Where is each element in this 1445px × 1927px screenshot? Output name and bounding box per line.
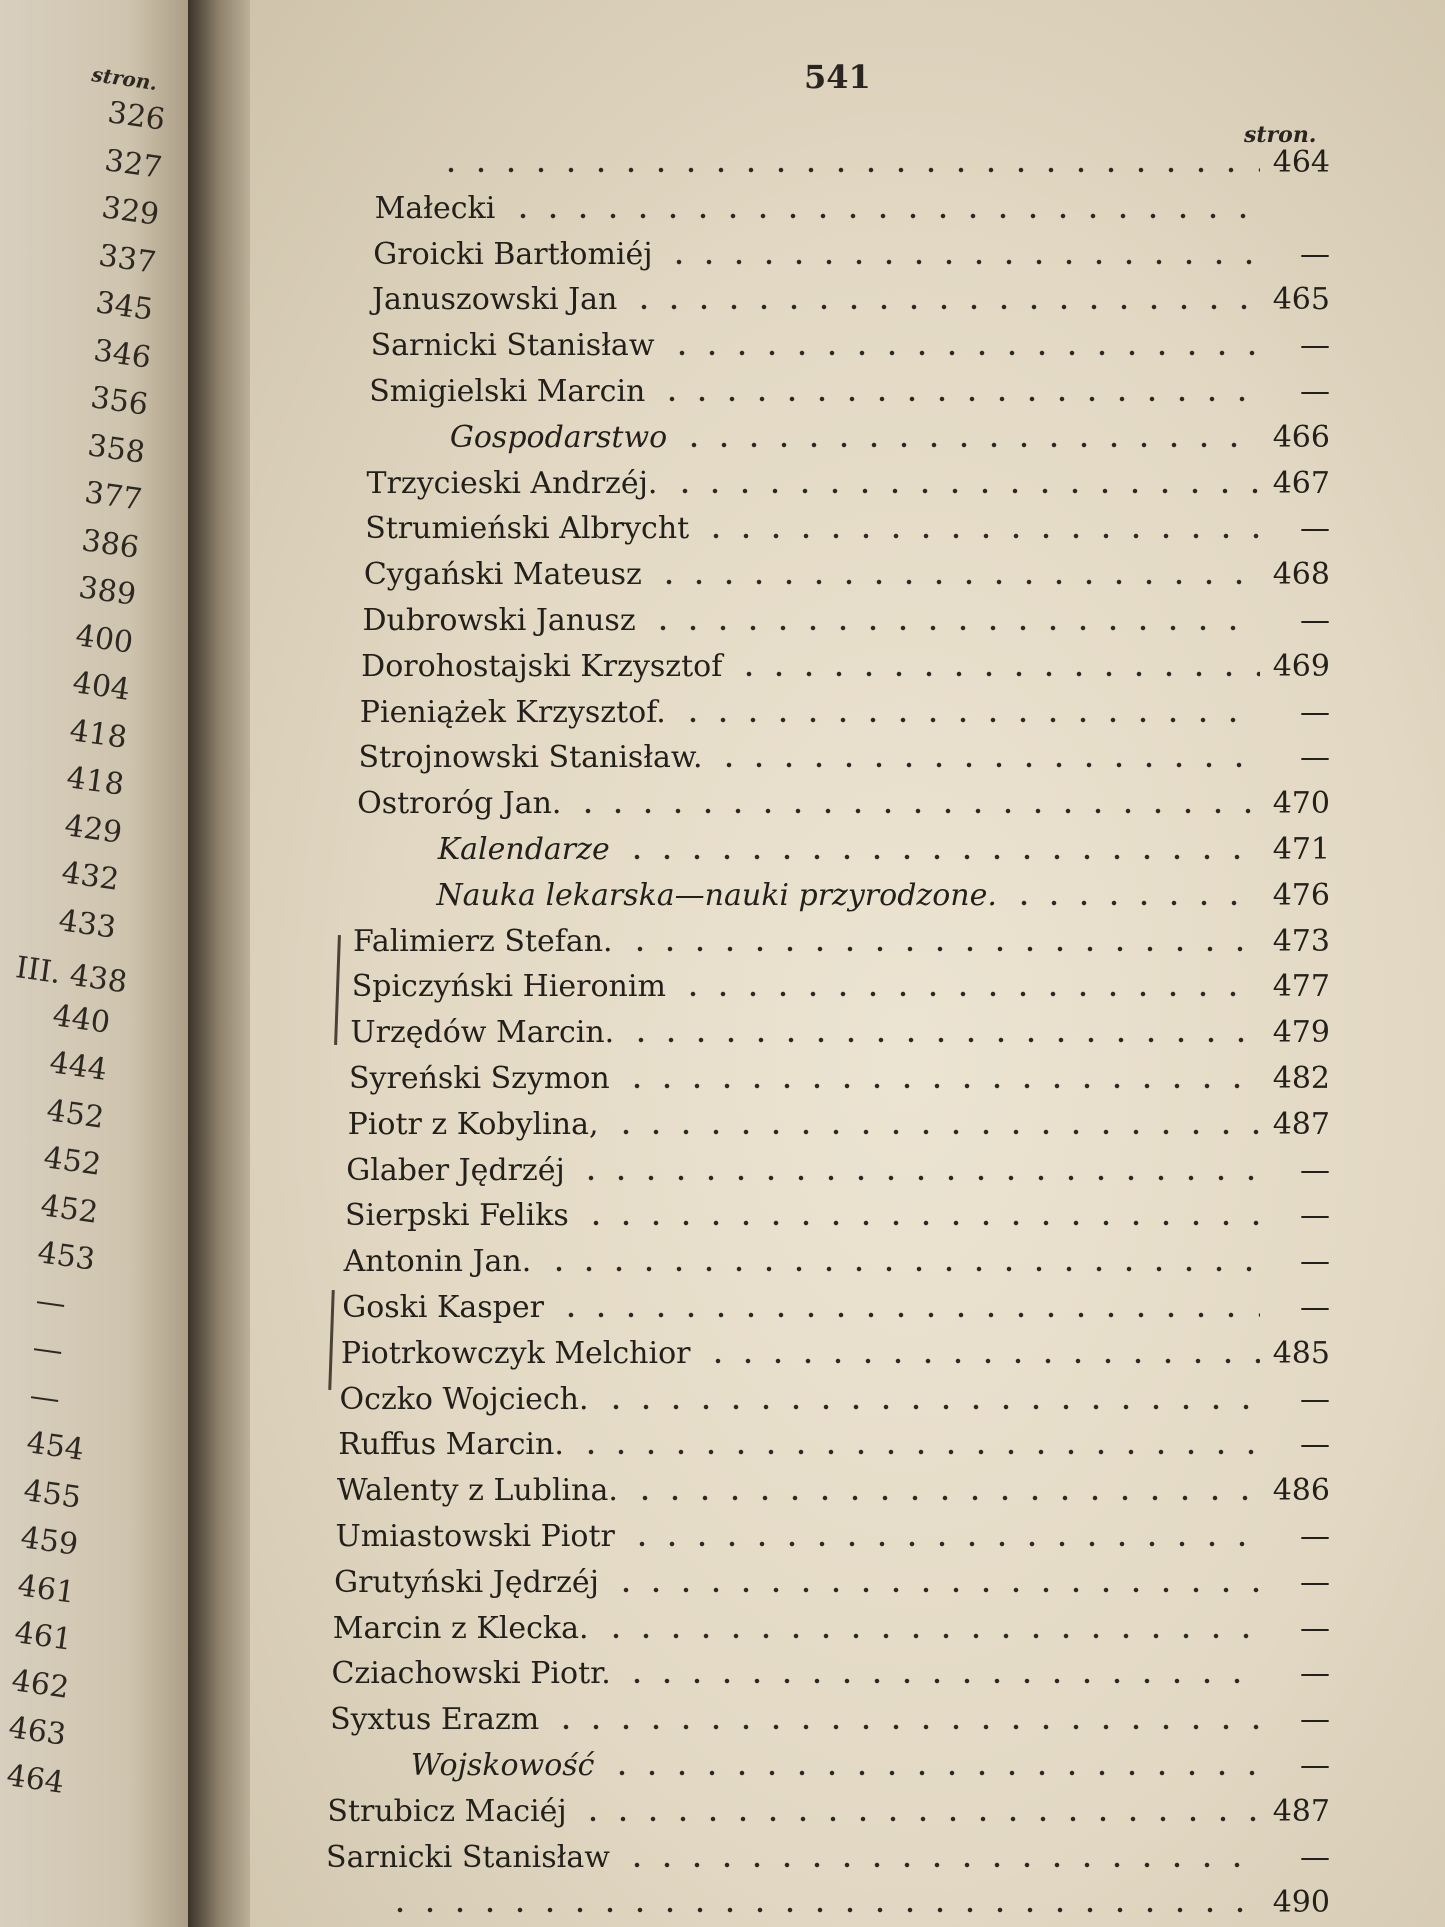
dot-leader (629, 304, 1260, 310)
left-page-number: 345 (93, 285, 156, 328)
dot-leader (622, 1678, 1260, 1684)
left-page-number: 464 (4, 1757, 66, 1801)
left-page-number: 453 (35, 1235, 98, 1278)
toc-entry (356, 832, 1330, 872)
toc-entry (348, 1107, 1330, 1147)
toc-entry (372, 282, 1330, 322)
dot-leader (544, 1266, 1260, 1272)
toc-entry (338, 1427, 1330, 1467)
toc-entry-page: — (1300, 1519, 1330, 1554)
toc-entry-name: Strumieński Albrycht (365, 511, 690, 547)
left-page-number: 461 (12, 1615, 75, 1658)
left-page-number: 358 (85, 427, 147, 471)
toc-entry-page: 487 (1272, 1793, 1330, 1829)
toc-entry-page: — (1299, 1381, 1330, 1417)
left-page-number: 444 (47, 1045, 110, 1088)
toc-entry (376, 145, 1330, 185)
toc-entry (344, 1244, 1330, 1284)
dot-leader (648, 625, 1261, 631)
toc-entry (363, 603, 1331, 643)
toc-entry-page: — (1299, 1564, 1330, 1600)
toc-entry-page: 485 (1272, 1335, 1330, 1371)
toc-entry-page: 468 (1272, 557, 1330, 593)
dot-leader (611, 1129, 1260, 1135)
toc-entry-name: Spiczyński Hieronim (351, 969, 666, 1005)
toc-entry (342, 1290, 1330, 1330)
toc-entry (336, 1519, 1331, 1559)
toc-entry-name: Marcin z Klecka. (332, 1610, 589, 1646)
book-gutter (188, 0, 258, 1927)
left-page-number: 461 (15, 1567, 78, 1611)
toc-entry (327, 1794, 1330, 1834)
dot-leader (622, 1083, 1260, 1089)
dot-leader (734, 671, 1260, 677)
toc-entry-page: 465 (1272, 282, 1330, 318)
dot-leader (657, 396, 1260, 402)
left-page-number: 429 (62, 807, 124, 851)
toc-entry-name: Ruffus Marcin. (338, 1427, 564, 1463)
toc-entry-page: — (1300, 374, 1330, 409)
toc-entry-page: — (1300, 603, 1330, 638)
left-page-number: — (30, 1330, 65, 1370)
toc-entry-name: Cygański Mateusz (363, 557, 642, 593)
left-page-number: 329 (99, 190, 162, 233)
dot-leader (573, 808, 1260, 814)
dot-leader (551, 1724, 1260, 1730)
dot-leader (436, 167, 1260, 173)
left-page-number: 433 (56, 902, 118, 946)
toc-entry-page: 464 (1272, 145, 1330, 180)
toc-entry-page: 486 (1272, 1473, 1330, 1509)
toc-entry (360, 695, 1330, 735)
toc-entry-page: — (1300, 1748, 1330, 1783)
left-page-number: 452 (38, 1187, 101, 1231)
dot-leader (625, 946, 1260, 952)
toc-entry (330, 1702, 1330, 1742)
toc-entry-page: — (1299, 1152, 1330, 1188)
toc-entry-page: — (1299, 1656, 1330, 1692)
toc-entry-name: Oczko Wojciech. (339, 1381, 589, 1417)
dot-leader (508, 213, 1260, 219)
toc-entry-name: Cziachowski Piotr. (331, 1656, 611, 1692)
toc-entry-name: Antonin Jan. (343, 1244, 532, 1280)
toc-entry-name: Dubrowski Janusz (362, 603, 636, 638)
toc-entry-page: 470 (1272, 786, 1330, 822)
toc-entry (333, 1611, 1330, 1651)
toc-entry (331, 1656, 1330, 1696)
toc-entry-page: 487 (1272, 1106, 1330, 1142)
toc-entry-name: Małecki (374, 190, 496, 226)
left-page-number: 404 (70, 665, 133, 708)
toc-entry (340, 1382, 1330, 1422)
toc-entry-page: — (1299, 511, 1330, 547)
toc-entry-name: Dorohostajski Krzysztof (361, 648, 723, 684)
dot-leader (578, 1816, 1260, 1822)
toc-entry-page: 490 (1272, 1885, 1330, 1921)
toc-entry-name: Pieniążek Krzysztof. (359, 694, 666, 730)
toc-entry-page: — (1299, 694, 1330, 730)
toc-entry-page: 482 (1272, 1061, 1330, 1096)
dot-leader (611, 1587, 1260, 1593)
dot-leader (601, 1404, 1260, 1410)
dot-leader (581, 1220, 1260, 1226)
dot-leader (576, 1449, 1260, 1455)
toc-entry-page: — (1299, 236, 1330, 272)
left-page-number: 327 (102, 142, 165, 186)
page-number: 541 (804, 58, 871, 96)
dot-leader (703, 1358, 1260, 1364)
left-page-number: 459 (18, 1520, 81, 1563)
dot-leader (679, 442, 1260, 448)
toc-entry-name: Januszowski Jan (371, 282, 618, 318)
toc-entry-name: Piotr z Kobylina, (347, 1106, 599, 1142)
dot-leader (654, 579, 1260, 585)
toc-entry (361, 649, 1330, 689)
toc-entry (334, 1565, 1330, 1605)
dot-leader (664, 259, 1260, 265)
toc-entry-name: Smigielski Marcin (369, 374, 646, 409)
toc-entry (326, 1840, 1330, 1880)
toc-entry (368, 420, 1330, 460)
toc-section-heading: Gospodarstwo (449, 419, 668, 455)
dot-leader (556, 1312, 1260, 1318)
left-page-number: 455 (21, 1472, 84, 1516)
toc-entry-page: — (1299, 1610, 1330, 1646)
left-facing-page (0, 0, 215, 1927)
toc-entry (337, 1473, 1330, 1513)
toc-section-heading: Kalendarze (437, 832, 610, 867)
left-page-number: 452 (44, 1092, 107, 1136)
left-page-number: 418 (64, 760, 127, 803)
toc-entry (345, 1198, 1330, 1238)
dot-leader (678, 991, 1260, 997)
toc-entry (367, 466, 1330, 506)
toc-section-heading: Wojskowość (410, 1748, 595, 1783)
toc-entry-page: — (1299, 1427, 1330, 1463)
toc-entry-page: — (1299, 740, 1330, 776)
toc-entry-page: 476 (1272, 877, 1330, 913)
dot-leader (701, 533, 1260, 539)
dot-leader (607, 1770, 1260, 1776)
toc-entry-name: Syreński Szymon (349, 1061, 610, 1096)
toc-entry-page: — (1299, 1839, 1330, 1875)
dot-leader (626, 1037, 1260, 1043)
left-page-number: 386 (79, 522, 142, 566)
toc-entry (365, 511, 1330, 551)
left-page-number: 337 (96, 237, 159, 281)
left-page-number: 346 (91, 332, 153, 376)
toc-entry-name: Ostroróg Jan. (357, 786, 562, 822)
dot-leader (630, 1495, 1260, 1501)
toc-entry-name: Walenty z Lublina. (336, 1473, 618, 1509)
dot-leader (622, 854, 1260, 860)
toc-entry-page: 477 (1272, 969, 1330, 1005)
toc-entry-page: — (1299, 1244, 1330, 1280)
left-page-number: 454 (24, 1425, 86, 1468)
toc-entry (354, 878, 1330, 918)
toc-entry (341, 1336, 1330, 1376)
toc-entry (375, 191, 1330, 231)
toc-entry-page: 471 (1272, 832, 1330, 867)
toc-entry-name: Groicki Bartłomiéj (373, 236, 653, 272)
toc-entry-name: Urzędów Marcin. (350, 1015, 615, 1051)
toc-entry-name: Trzycieski Andrzéj. (366, 465, 658, 501)
left-page-number: — (33, 1282, 68, 1322)
left-page-number: 400 (73, 617, 136, 661)
toc-entry (358, 740, 1330, 780)
toc-entry (350, 1015, 1330, 1055)
left-page-number: — (27, 1377, 62, 1417)
toc-entry-page: 467 (1272, 465, 1330, 501)
toc-entry-page: — (1300, 1290, 1330, 1325)
left-page-number: 389 (76, 570, 139, 613)
dot-leader (1009, 900, 1260, 906)
toc-entry (325, 1885, 1330, 1925)
left-page-column-header: stron. (90, 62, 159, 96)
toc-entry-name: Umiastowski Piotr (335, 1519, 615, 1554)
left-page-number: 462 (9, 1662, 72, 1706)
toc-entry-name: Goski Kasper (342, 1290, 544, 1325)
toc-entry (373, 237, 1330, 277)
dot-leader (627, 1541, 1261, 1547)
toc-entry-page: — (1299, 328, 1330, 364)
dot-leader (601, 1633, 1260, 1639)
toc-entry-name: Grutyński Jędrzéj (334, 1564, 599, 1600)
toc-entry (352, 969, 1330, 1009)
dot-leader (714, 762, 1260, 768)
toc-entry-name: Sarnicki Stanisław (370, 328, 655, 364)
dot-leader (678, 717, 1260, 723)
toc-entry (329, 1748, 1330, 1788)
dot-leader (622, 1862, 1260, 1868)
left-page-number: III. 438 (13, 950, 130, 1001)
left-page-number: 463 (6, 1710, 69, 1753)
toc-entry-page: 469 (1272, 648, 1330, 684)
left-page-number: 452 (41, 1140, 104, 1183)
toc-entry-name: Strojnowski Stanisław. (358, 740, 703, 776)
toc-entry (364, 557, 1330, 597)
toc-entry (353, 924, 1330, 964)
page-column-header: stron. (1244, 122, 1317, 148)
toc-entry-name: Syxtus Erazm (330, 1702, 540, 1738)
toc-entry-name: Strubicz Maciéj (327, 1793, 567, 1829)
toc-entry-name: Sierpski Feliks (344, 1198, 569, 1234)
toc-entry-name: Piotrkowczyk Melchior (340, 1335, 691, 1371)
toc-entry-page: — (1299, 1198, 1330, 1234)
toc-entry-page: 479 (1272, 1015, 1330, 1051)
toc-entry (349, 1061, 1330, 1101)
left-page-number: 432 (59, 855, 121, 898)
dot-leader (667, 350, 1260, 356)
toc-entry-page: 473 (1272, 923, 1330, 959)
toc-entry (369, 374, 1330, 414)
toc-entry (357, 786, 1330, 826)
dot-leader (385, 1907, 1260, 1913)
left-page-number: 326 (105, 95, 168, 138)
toc-entry (346, 1153, 1330, 1193)
toc-entry-name: Falimierz Stefan. (353, 923, 613, 959)
toc-section-heading: Nauka lekarska—nauki przyrodzone. (436, 877, 997, 913)
toc-entry-name: Sarnicki Stanisław (326, 1839, 610, 1875)
dot-leader (670, 488, 1260, 494)
toc-entry-page: 466 (1272, 419, 1330, 455)
left-page-number: 440 (50, 997, 113, 1041)
toc-entry-name: Glaber Jędrzéj (346, 1152, 565, 1188)
toc-entry-page: — (1299, 1702, 1330, 1738)
left-page-number: 377 (82, 475, 144, 518)
left-page-number: 356 (88, 380, 150, 423)
toc-entry (371, 328, 1330, 368)
dot-leader (576, 1175, 1260, 1181)
left-page-number: 418 (67, 712, 130, 756)
